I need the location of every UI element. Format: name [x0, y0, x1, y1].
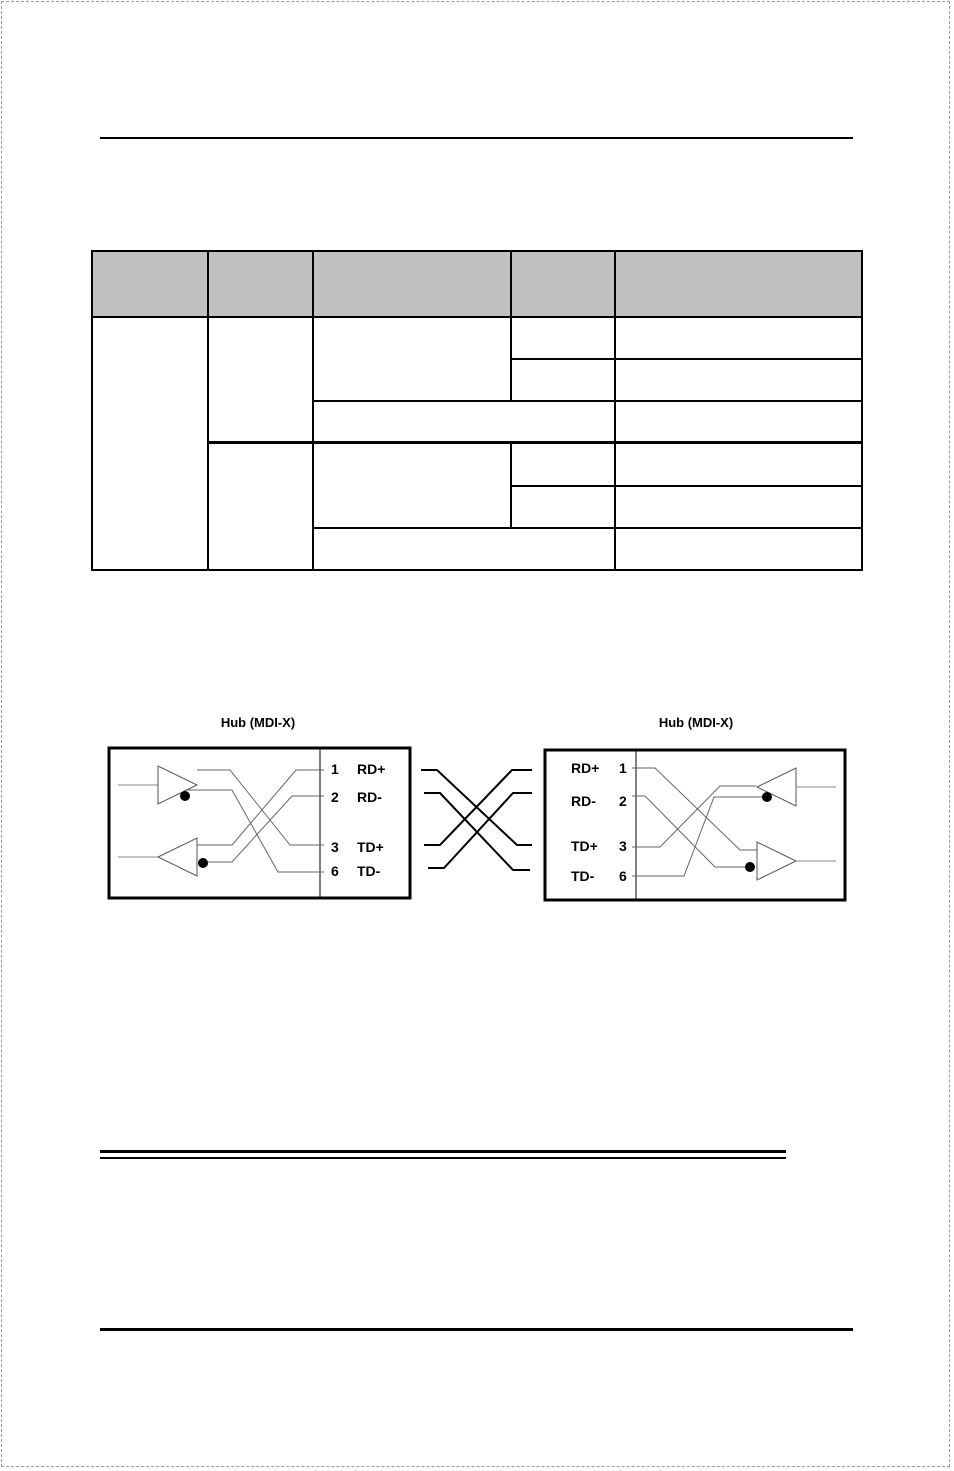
right-pin-1-label: RD+ [571, 760, 600, 776]
table-group-1-col-5-row-2 [614, 358, 863, 402]
table-group-2-col-4-row-2 [510, 485, 616, 529]
right-pin-3-number: 3 [619, 838, 627, 854]
note-double-rule-bottom [100, 1157, 786, 1159]
left-hub-title: Hub (MDI-X) [220, 715, 296, 730]
right-transmitter-dot [745, 862, 755, 872]
right-pin-6-number: 6 [619, 868, 627, 884]
table-group-1-col-4-row-1 [510, 316, 616, 360]
left-pin-6-label: TD- [357, 863, 381, 879]
table-group-2-col-2 [207, 442, 314, 571]
table-group-2-col-3 [312, 442, 512, 529]
footer-rule [100, 1328, 853, 1331]
table-header-cell-2 [207, 250, 314, 318]
left-pin-2-label: RD- [357, 789, 382, 805]
table-group-1-summary-value [614, 400, 863, 444]
left-receiver-dot [198, 858, 208, 868]
left-transmitter-dot [180, 791, 190, 801]
receiver-icon [757, 768, 796, 806]
table-header-cell-4 [510, 250, 616, 318]
transmitter-icon [158, 766, 197, 804]
right-pin-1-number: 1 [619, 760, 627, 776]
right-pin-3-label: TD+ [571, 838, 598, 854]
top-rule [100, 137, 853, 139]
right-receiver-dot [762, 792, 772, 802]
right-hub-title: Hub (MDI-X) [658, 715, 734, 730]
crossover-cable [421, 770, 532, 870]
table-header-cell-1 [91, 250, 209, 318]
left-pin-3-number: 3 [331, 839, 339, 855]
table-group-1-col-4-row-2 [510, 358, 616, 402]
table-group-2-summary-value [614, 527, 863, 571]
table-group-2-col-5-row-1 [614, 442, 863, 487]
receiver-icon [158, 838, 197, 876]
right-pin-2-number: 2 [619, 793, 627, 809]
left-pin-3-label: TD+ [357, 839, 384, 855]
left-pin-2-number: 2 [331, 789, 339, 805]
right-hub [545, 750, 845, 900]
table-col-1-body [91, 316, 209, 571]
table-group-2-col-4-row-1 [510, 442, 616, 487]
table-group-1-col-5-row-1 [614, 316, 863, 360]
table-header-cell-3 [312, 250, 512, 318]
spec-table [91, 250, 863, 571]
right-pin-2-label: RD- [571, 793, 596, 809]
table-group-1-col-2 [207, 316, 314, 444]
left-hub [109, 748, 410, 898]
left-pin-1-number: 1 [331, 761, 339, 777]
table-group-1-summary [312, 400, 616, 444]
table-group-1-col-3 [312, 316, 512, 402]
transmitter-icon [757, 842, 796, 880]
right-pin-6-label: TD- [571, 868, 595, 884]
note-double-rule-top [100, 1150, 786, 1153]
table-group-2-summary [312, 527, 616, 571]
crossover-wiring-diagram [0, 700, 954, 920]
left-pin-1-label: RD+ [357, 761, 386, 777]
table-header-cell-5 [614, 250, 863, 318]
table-group-2-col-5-row-2 [614, 485, 863, 529]
left-pin-6-number: 6 [331, 863, 339, 879]
